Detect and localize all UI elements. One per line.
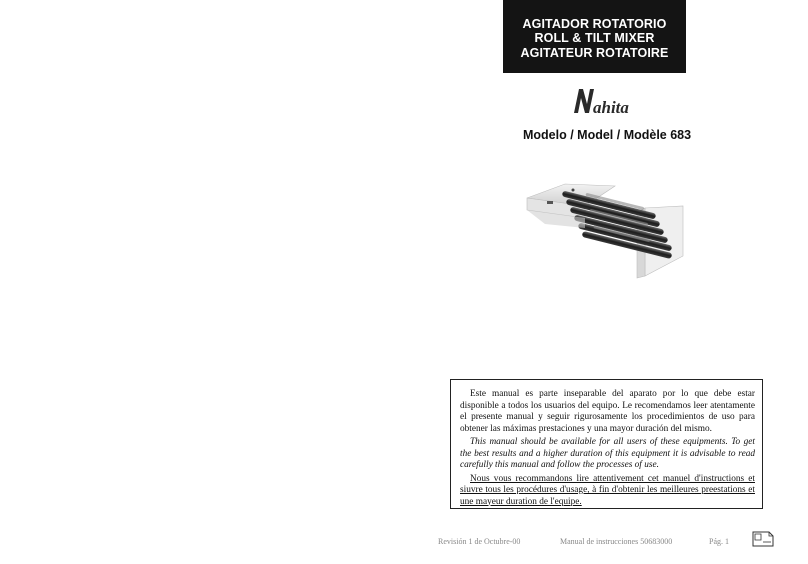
- page-corner-icon: [751, 530, 775, 548]
- footer-revision: Revisión 1 de Octubre-00: [438, 537, 521, 546]
- title-block: [503, 0, 686, 73]
- model-label: Modelo / Model / Modèle 683: [523, 128, 692, 142]
- notice-box: [450, 379, 763, 509]
- footer-manual-code: Manual de instrucciones 50683000: [560, 537, 673, 546]
- notice-english: This manual should be available for all users of these equipments. To get the best results and a higher duration of this equipment it is advisable to read carefully this manual and follow the processes of use.: [460, 437, 755, 470]
- nahita-logo: [570, 85, 634, 119]
- title-spanish: AGITADOR ROTATORIO: [522, 16, 667, 31]
- title-english: ROLL & TILT MIXER: [534, 31, 655, 46]
- notice-spanish: Este manual es parte inseparable del aparato por lo que debe estar disponible a todos los usuarios del equipo. Le recomendamos leer atentamente el presente manual y seguir rigurosamente los procedimientos de uso para obtener las máximas prestaciones y una mayor duración del mismo.: [460, 389, 755, 434]
- roll-tilt-mixer-device-icon: [525, 178, 685, 282]
- notice-french: Nous vous recommandons lire attentivement cet manuel d'instructions et siuvre tous les procédures d'usage, à fin d'obtenir les meilleures preestations et une mayeur duration de l'equipe.: [460, 473, 755, 507]
- title-french: AGITATEUR ROTATOIRE: [520, 45, 669, 60]
- svg-text:ahita: ahita: [593, 98, 629, 117]
- footer-page-number: Pág. 1: [709, 537, 729, 546]
